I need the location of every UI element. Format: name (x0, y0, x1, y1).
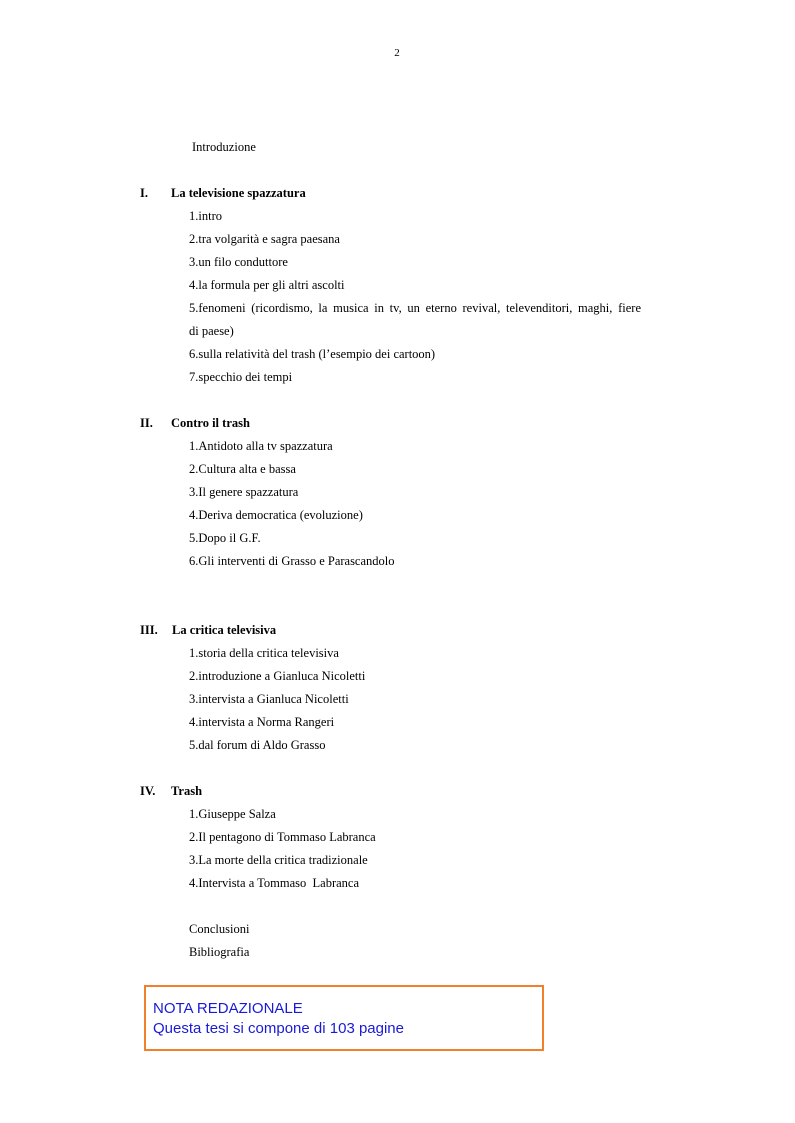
toc-item: 6.Gli interventi di Grasso e Parascandolo (189, 554, 395, 568)
section-1-title: La televisione spazzatura (171, 186, 306, 200)
toc-item: 6.sulla relatività del trash (l’esempio dei cartoon) (189, 347, 436, 361)
toc-item: 7.specchio dei tempi (189, 370, 293, 384)
page-number: 2 (394, 47, 400, 59)
toc-item: 2.tra volgarità e sagra paesana (189, 232, 340, 246)
toc-item: 3.Il genere spazzatura (189, 485, 299, 499)
toc-item: 1.storia della critica televisiva (189, 646, 339, 660)
toc-item: 5.dal forum di Aldo Grasso (189, 738, 326, 752)
toc-item: 4.intervista a Norma Rangeri (189, 715, 335, 729)
section-2-title: Contro il trash (171, 416, 250, 430)
section-4-title: Trash (171, 784, 203, 798)
editorial-note-heading: NOTA REDAZIONALE (153, 1000, 303, 1017)
toc-item: 2.Il pentagono di Tommaso Labranca (189, 830, 376, 844)
toc-bibliography: Bibliografia (189, 945, 250, 959)
editorial-note-box (144, 985, 544, 1051)
toc-item: 1.Giuseppe Salza (189, 807, 276, 821)
section-1-numeral: I. (140, 186, 148, 200)
section-2-numeral: II. (140, 416, 153, 430)
section-4-numeral: IV. (140, 784, 156, 798)
toc-item: 4.Deriva democratica (evoluzione) (189, 508, 363, 522)
toc-item: 2.Cultura alta e bassa (189, 462, 296, 476)
section-3-title: La critica televisiva (172, 623, 277, 637)
toc-conclusions: Conclusioni (189, 922, 250, 936)
toc-item: 3.un filo conduttore (189, 255, 288, 269)
toc-item: 4.la formula per gli altri ascolti (189, 278, 345, 292)
toc-item: 5.Dopo il G.F. (189, 531, 261, 545)
toc-item-continuation: di paese) (189, 324, 234, 338)
toc-item: 2.introduzione a Gianluca Nicoletti (189, 669, 366, 683)
toc-item: 4.Intervista a Tommaso Labranca (189, 876, 360, 890)
toc-item: 1.intro (189, 209, 222, 223)
toc-item: 1.Antidoto alla tv spazzatura (189, 439, 333, 453)
editorial-note-text: Questa tesi si compone di 103 pagine (153, 1020, 404, 1037)
toc-item: 5.fenomeni (ricordismo, la musica in tv, un eterno revival, televenditori, maghi, fiere (189, 301, 641, 315)
toc-item: 3.La morte della critica tradizionale (189, 853, 368, 867)
toc-item: 3.intervista a Gianluca Nicoletti (189, 692, 349, 706)
section-3-numeral: III. (140, 623, 158, 637)
toc-introduction: Introduzione (192, 140, 256, 154)
